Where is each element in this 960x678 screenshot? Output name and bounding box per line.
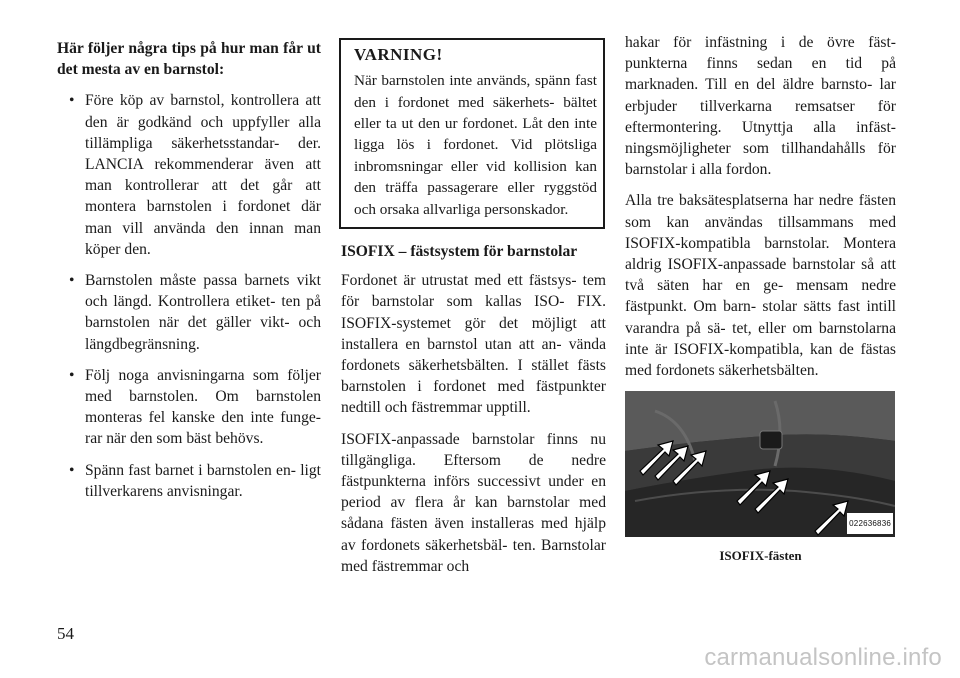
bullet-icon: •	[69, 92, 75, 110]
list-item: • Före köp av barnstol, kontrollera att den är godkänd och uppfyller alla tillämpliga säkerhetsstandar- der. LANCIA rekommenderar även att man kontrollerar att det går att montera barnstolen i fordonet där man vill använda den innan man köper den.	[69, 92, 321, 258]
middle-column	[341, 38, 606, 587]
tips-list	[57, 90, 321, 502]
list-item: • Spänn fast barnet i barnstolen en- ligt tillverkarens anvisningar.	[69, 461, 321, 500]
bullet-icon: •	[69, 461, 75, 479]
warning-box	[339, 38, 605, 229]
left-column	[57, 38, 321, 512]
intro-text: Här följer några tips på hur man får ut det mesta av en barnstol:	[57, 40, 321, 79]
paragraph: Alla tre baksätesplatserna har nedre fästen som kan användas tillsammans med ISOFIX-kompatibla barnstolar. Montera aldrig ISOFIX-anpassade barnstolar så att två säten har en ge- mensam nedre fästpunkt. Om barn- stolar sätts fast intill varandra på sä- tet, eller om barnstolarna inte är ISOFIX-kompatibla, kan de fästas med fordonets säkerhetsbälten.	[625, 192, 896, 380]
bullet-icon: •	[69, 272, 75, 290]
paragraph: Fordonet är utrustat med ett fästsys- tem för barnstolar som kallas ISO- FIX. ISOFIX-systemet gör det möjligt att installera en barnstol utan att an- vända fordonets säkerhetsbälten. I stället fästs barnstolen i fordonet med fästpunkter nedtill och fästremmar upptill.	[341, 272, 606, 417]
section-heading: ISOFIX – fästsystem för barnstolar	[341, 243, 578, 261]
warning-text: När barnstolen inte används, spänn fast den i fordonet med säkerhets- bältet eller ta ut den ur fordonet. Låt den inte ligga lös i fordonet. Vid plötsliga inbromsningar eller vid kollision kan den träffa passagerare eller ryggstöd och orsaka allvarliga personskador.	[354, 72, 597, 218]
paragraph: hakar för infästning i de övre fäst- punkterna finns sedan en tid på marknaden. Till en del äldre barnsto- lar erbjuder tillverkarna remsatser för eftermontering. Utnyttja alla infäst- ningsmöjligheter som tillhandahålls för barnstolar i alla fordon.	[625, 34, 896, 179]
bullet-icon: •	[69, 366, 75, 384]
isofix-photo	[625, 391, 895, 537]
warning-title: VARNING!	[354, 45, 443, 64]
right-column	[625, 32, 896, 566]
paragraph: ISOFIX-anpassade barnstolar finns nu tillgängliga. Eftersom de nedre fästpunkterna införs successivt under en period av flera år kan barnstolar med sådana fästen även installeras med hjälp av fordonets säkerhetsbäl- ten. Barnstolar med fästremmar och	[341, 430, 606, 575]
image-code: 022636836	[847, 513, 893, 534]
watermark-text: carmanualsonline.info	[704, 644, 942, 671]
list-item: • Barnstolen måste passa barnets vikt och längd. Kontrollera etiket- ten på barnstolen när det gäller vikt- och längdbegränsning.	[69, 272, 321, 353]
list-item: • Följ noga anvisningarna som följer med barnstolen. Om barnstolen monteras fel kanske den inte funge- rar när den som bäst behövs.	[69, 366, 321, 448]
figure-caption: ISOFIX-fästen	[719, 548, 802, 564]
page-number: 54	[57, 624, 74, 643]
